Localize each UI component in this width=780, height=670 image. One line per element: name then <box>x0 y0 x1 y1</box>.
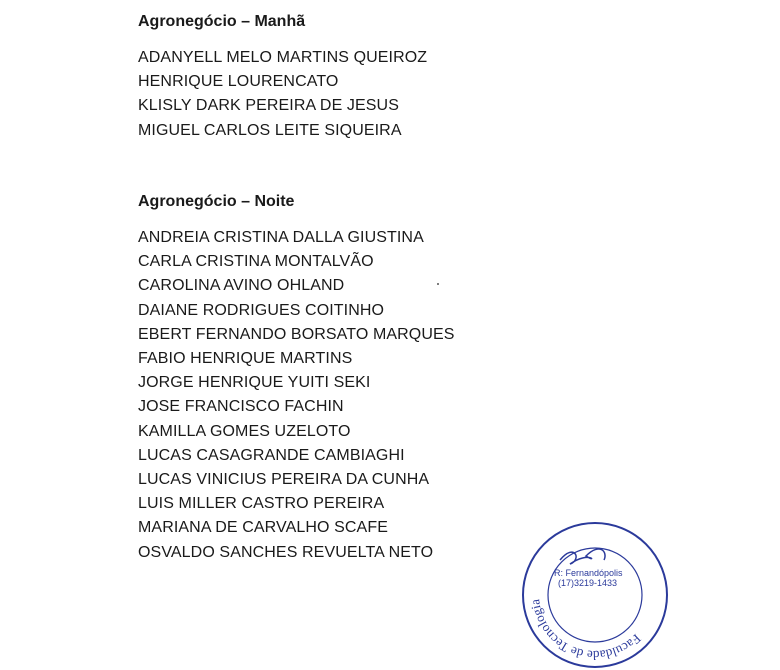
list-item: LUCAS CASAGRANDE CAMBIAGHI <box>138 446 405 464</box>
name-list <box>138 46 427 143</box>
stamp-outer-ring <box>523 523 667 667</box>
list-item: HENRIQUE LOURENCATO <box>138 73 339 91</box>
list-item: EBERT FERNANDO BORSATO MARQUES <box>138 325 455 343</box>
section-agronegocio-manha <box>138 12 427 143</box>
list-item: JORGE HENRIQUE YUITI SEKI <box>138 374 371 392</box>
list-item: FABIO HENRIQUE MARTINS <box>138 350 353 368</box>
list-item: KLISLY DARK PEREIRA DE JESUS <box>138 97 399 115</box>
list-item: OSVALDO SANCHES REVUELTA NETO <box>138 543 434 561</box>
list-item: CAROLINA AVINO OHLAND <box>138 277 345 295</box>
list-item: DAIANE RODRIGUES COITINHO <box>138 301 385 319</box>
stamp-city: R: Fernandópolis <box>554 568 623 578</box>
list-item: KAMILLA GOMES UZELOTO <box>138 422 351 440</box>
scan-speck <box>437 283 439 285</box>
signature-scribble <box>560 549 605 564</box>
section-heading: Agronegócio – Noite <box>138 193 295 210</box>
list-item: ANDREIA CRISTINA DALLA GIUSTINA <box>138 229 424 246</box>
list-item: JOSE FRANCISCO FACHIN <box>138 398 344 416</box>
section-agronegocio-noite <box>138 192 455 565</box>
list-item: LUIS MILLER CASTRO PEREIRA <box>138 495 385 513</box>
list-item: MIGUEL CARLOS LEITE SIQUEIRA <box>138 121 402 139</box>
list-item: CARLA CRISTINA MONTALVÃO <box>138 253 374 271</box>
stamp-phone: (17)3219-1433 <box>558 578 618 588</box>
list-item: LUCAS VINICIUS PEREIRA DA CUNHA <box>138 471 430 489</box>
name-list <box>138 226 455 565</box>
stamp-ring-text: Faculdade de Tecnologia <box>527 598 645 664</box>
list-item: MARIANA DE CARVALHO SCAFE <box>138 519 388 537</box>
institution-stamp <box>520 520 670 670</box>
section-heading: Agronegócio – Manhã <box>138 13 306 30</box>
list-item: ADANYELL MELO MARTINS QUEIROZ <box>138 49 428 66</box>
stamp-inner-ring <box>548 548 642 642</box>
